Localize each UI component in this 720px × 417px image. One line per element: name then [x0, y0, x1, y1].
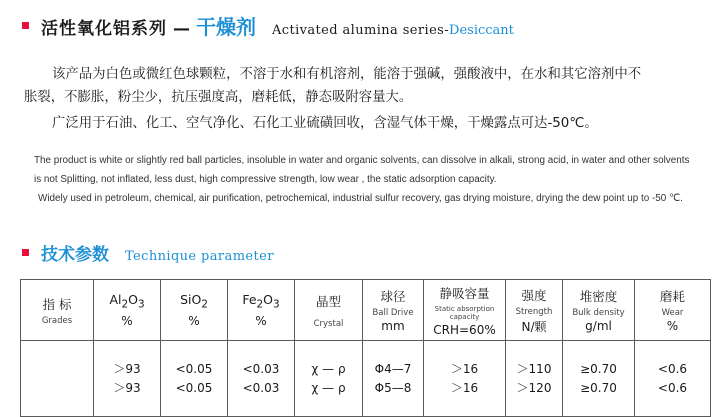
description-en-line1: The product is white or slightly red ball particles, insoluble in water and organic solvents, can dissolve in alkali, strong acid, in water and other solvents: [34, 155, 690, 166]
cell-fe2o3-2: <0.03: [242, 380, 280, 395]
table-header-row: [21, 280, 711, 341]
description-cn: [24, 63, 714, 135]
header-ball-drive-en: Ball Drive: [372, 308, 414, 318]
cell-strength-2: ＞120: [516, 380, 552, 395]
cell-grades: [21, 341, 94, 417]
cell-bulk-density: [563, 341, 635, 417]
heading-accent-en: Desiccant: [449, 23, 514, 38]
header-strength-en: Strength: [515, 306, 553, 317]
heading-accent-cn: 干燥剂: [196, 15, 256, 39]
cell-ball-drive: [363, 341, 424, 417]
cell-strength-1: ＞110: [516, 361, 552, 376]
header-bulk-density-en: Bulk density: [572, 308, 625, 318]
header-al2o3-unit: %: [121, 314, 133, 329]
header-wear-unit: %: [666, 319, 679, 333]
header-al2o3: [94, 280, 161, 341]
description-en-line3: Widely used in petroleum, chemical, air purification, petrochemical, industrial sulfur recovery, gas drying moisture, drying the dew point up to -50 ℃.: [38, 193, 683, 204]
header-strength-unit: N/颗: [521, 319, 547, 334]
header-fe2o3-unit: %: [255, 314, 267, 329]
header-static-absorption: [424, 280, 506, 341]
cell-wear: [635, 341, 711, 417]
header-al2o3-formula: $Al_2O_3$: [109, 291, 145, 311]
header-strength: [506, 280, 563, 341]
cell-bulk-density-1: ≥0.70: [580, 361, 617, 376]
header-crystal-en: Crystal: [313, 318, 344, 329]
description-cn-line1: 该产品为白色或微红色球颗粒，不溶于水和有机溶剂，能溶于强碱，强酸液中，在水和其它溶剂中不: [52, 67, 642, 82]
heading-dash: —: [173, 19, 190, 39]
cell-sio2-2: <0.05: [175, 380, 213, 395]
header-ball-drive-unit: mm: [381, 319, 405, 333]
header-sio2-unit: %: [188, 314, 200, 329]
cell-sio2: [161, 341, 228, 417]
header-bulk-density: [563, 280, 635, 341]
cell-crystal-2: χ — ρ: [311, 380, 346, 395]
red-square-bullet-icon: [22, 249, 29, 256]
header-grades: [21, 280, 94, 341]
parameters-title-en: Technique parameter: [125, 249, 274, 264]
header-ball-drive-cn: 球径: [380, 289, 406, 304]
header-fe2o3: [228, 280, 295, 341]
header-bulk-density-cn: 堆密度: [579, 289, 618, 304]
header-sio2-formula: SiO$_2$: [180, 291, 208, 311]
cell-bulk-density-2: ≥0.70: [580, 380, 617, 395]
header-bulk-density-unit: g/ml: [585, 319, 612, 333]
cell-wear-1: <0.6: [657, 361, 688, 376]
description-en: [24, 151, 718, 208]
cell-static-absorption: [424, 341, 506, 417]
cell-ball-drive-2: Φ5—8: [374, 380, 412, 395]
cell-strength: [506, 341, 563, 417]
section-heading-product: [22, 11, 514, 40]
cell-al2o3: [94, 341, 161, 417]
header-grades-cn: 指 标: [42, 296, 72, 312]
header-static-absorption-en: Static absorption capacity: [434, 304, 495, 321]
cell-al2o3-1: ＞93: [113, 361, 141, 376]
description-cn-line3: 广泛用于石油、化工、空气净化、石化工业硫磺回收，含湿气体干燥，干燥露点可达-50℃。: [52, 116, 598, 131]
header-strength-cn: 强度: [521, 287, 547, 303]
heading-title-cn: 活性氧化铝系列: [41, 19, 167, 39]
description-en-line2: is not Splitting, not inflated, less dust, high compressive strength, low wear , the static adsorption capacity.: [34, 174, 497, 185]
cell-static-absorption-2: ＞16: [450, 380, 479, 395]
header-fe2o3-formula: $Fe_2O_3$: [242, 291, 280, 311]
red-square-bullet-icon: [22, 22, 29, 29]
description-cn-line2: 胀裂，不膨胀，粉尘少，抗压强度高，磨耗低，静态吸附容量大。: [24, 90, 413, 105]
header-crystal: [295, 280, 363, 341]
cell-fe2o3: [228, 341, 295, 417]
header-sio2: [161, 280, 228, 341]
heading-title-en: Activated alumina series-: [272, 23, 450, 38]
table-data-row: [21, 341, 711, 417]
header-static-absorption-unit: CRH=60%: [433, 322, 496, 337]
cell-static-absorption-1: ＞16: [450, 361, 479, 376]
header-wear-cn: 磨耗: [659, 289, 685, 304]
cell-sio2-1: <0.05: [175, 361, 213, 376]
cell-al2o3-2: ＞93: [113, 380, 141, 395]
cell-ball-drive-1: Φ4—7: [374, 361, 412, 376]
header-static-absorption-cn: 静吸容量: [439, 285, 490, 301]
header-grades-en: Grades: [41, 315, 73, 326]
cell-crystal-1: χ — ρ: [311, 361, 346, 376]
header-ball-drive: [363, 280, 424, 341]
cell-wear-2: <0.6: [657, 380, 688, 395]
cell-fe2o3-1: <0.03: [242, 361, 280, 376]
header-wear: [635, 280, 711, 341]
cell-crystal: [295, 341, 363, 417]
header-crystal-cn: 晶型: [315, 293, 341, 309]
header-wear-en: Wear: [661, 308, 684, 318]
parameters-title-cn: 技术参数: [41, 245, 109, 265]
technical-parameter-table: [20, 279, 711, 417]
section-heading-parameters: [22, 240, 274, 265]
